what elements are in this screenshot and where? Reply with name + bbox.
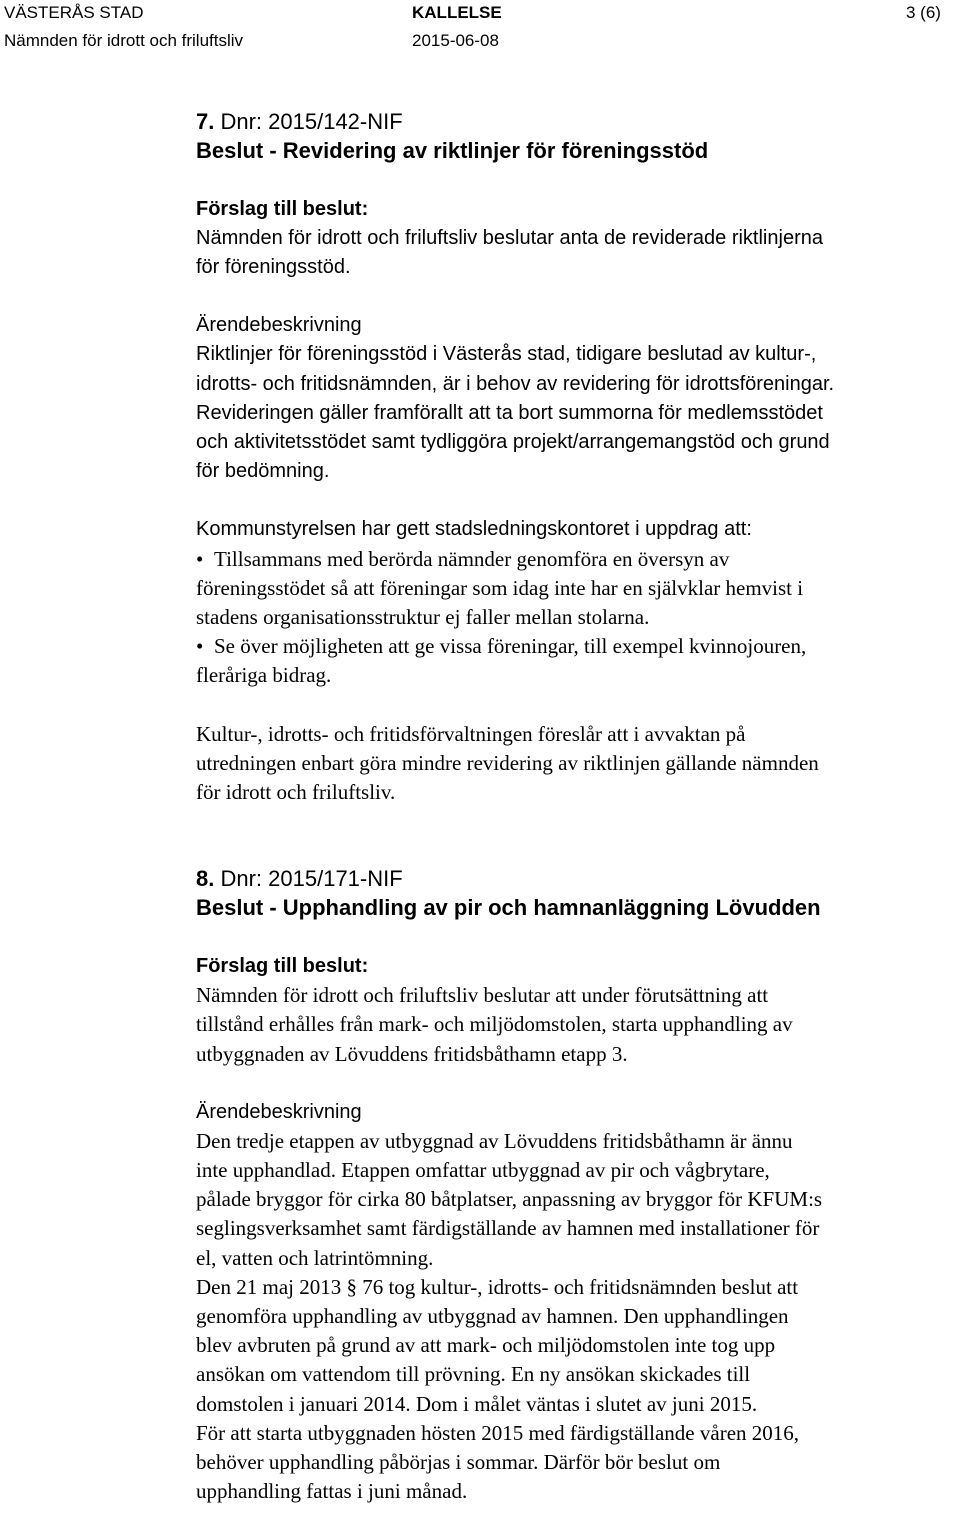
item-heading: [196, 865, 956, 893]
description-line: För att starta utbyggnaden hösten 2015 med färdigställande våren 2016,: [196, 1420, 800, 1445]
description-line: upphandling fattas i juni månad.: [196, 1479, 468, 1504]
description-line: för bedömning.: [196, 460, 330, 483]
description-line: el, vatten och latrintömning.: [196, 1245, 434, 1270]
proposal-label: Förslag till beslut:: [196, 955, 369, 978]
item-dnr: Dnr: 2015/142-NIF: [220, 109, 403, 134]
description-label: Ärendebeskrivning: [196, 1100, 362, 1123]
header-date: 2015-06-08: [412, 31, 499, 50]
bullet-item: [196, 632, 956, 661]
item-number: 8.: [196, 866, 215, 892]
item-title: Beslut - Upphandling av pir och hamnanläggning Lövudden: [196, 895, 821, 921]
bullet-item: [196, 545, 956, 574]
bullet-icon: •: [196, 546, 204, 571]
description-line: inte upphandlad. Etappen omfattar utbyggnad av pir och vågbrytare,: [196, 1158, 770, 1183]
proposal-line: utbyggnaden av Lövuddens fritidsbåthamn etapp 3.: [196, 1041, 628, 1066]
proposal-label: Förslag till beslut:: [196, 198, 369, 220]
bullet-continuation: stadens organisationsstruktur ej faller mellan stolarna.: [196, 605, 650, 630]
description-line: ansökan om vattendom till prövning. En ny ansökan skickades till: [196, 1362, 751, 1387]
closing-line: för idrott och friluftsliv.: [196, 780, 396, 805]
description-line: Den 21 maj 2013 § 76 tog kultur-, idrotts- och fritidsnämnden beslut att: [196, 1274, 799, 1299]
bullet-text: Se över möjligheten att ge vissa föreningar, till exempel kvinnojouren,: [214, 634, 807, 659]
bullet-text: Tillsammans med berörda nämnder genomföra en översyn av: [214, 546, 730, 571]
assignment-intro: Kommunstyrelsen har gett stadsledningskontoret i uppdrag att:: [196, 518, 752, 541]
bullet-continuation: föreningsstödet så att föreningar som idag inte har en självklar hemvist i: [196, 575, 804, 600]
document-body: [196, 108, 956, 1507]
description-line: Den tredje etappen av utbyggnad av Lövuddens fritidsbåthamn är ännu: [196, 1128, 793, 1153]
bullet-icon: •: [196, 634, 204, 659]
description-line: domstolen i januari 2014. Dom i målet väntas i slutet av juni 2015.: [196, 1391, 758, 1416]
closing-line: utredningen enbart göra mindre revidering av riktlinjen gällande nämnden: [196, 750, 819, 775]
description-line: Riktlinjer för föreningsstöd i Västerås stad, tidigare beslutad av kultur-,: [196, 343, 817, 366]
proposal-line: Nämnden för idrott och friluftsliv beslutar anta de reviderade riktlinjerna: [196, 227, 823, 249]
description-line: genomföra upphandling av utbyggnad av hamnen. Den upphandlingen: [196, 1304, 789, 1329]
item-number: 7.: [196, 109, 215, 134]
header-org: VÄSTERÅS STAD: [4, 3, 144, 22]
description-line: pålade bryggor för cirka 80 båtplatser, anpassning av bryggor för KFUM:s: [196, 1187, 823, 1212]
proposal-line: Nämnden för idrott och friluftsliv beslutar att under förutsättning att: [196, 983, 769, 1008]
item-title: Beslut - Revidering av riktlinjer för föreningsstöd: [196, 138, 709, 163]
agenda-item-7: [196, 108, 956, 807]
header-doc-type: KALLELSE: [412, 3, 502, 22]
item-heading: [196, 108, 956, 136]
item-dnr: Dnr: 2015/171-NIF: [220, 866, 403, 892]
header-page-number: 3 (6): [906, 3, 941, 22]
description-line: idrotts- och fritidsnämnden, är i behov av revidering för idrottsföreningar.: [196, 372, 835, 395]
closing-line: Kultur-, idrotts- och fritidsförvaltningen föreslår att i avvaktan på: [196, 721, 746, 746]
description-line: Revideringen gäller framförallt att ta bort summorna för medlemsstödet: [196, 401, 823, 424]
proposal-line: för föreningsstöd.: [196, 256, 351, 279]
description-line: seglingsverksamhet samt färdigställande av hamnen med installationer för: [196, 1216, 820, 1241]
agenda-item-8: [196, 865, 956, 1506]
header-department: Nämnden för idrott och friluftsliv: [4, 31, 244, 50]
description-line: blev avbruten på grund av att mark- och miljödomstolen inte tog upp: [196, 1333, 776, 1358]
bullet-continuation: fleråriga bidrag.: [196, 663, 332, 688]
description-line: behöver upphandling påbörjas i sommar. Därför bör beslut om: [196, 1450, 721, 1475]
description-line: och aktivitetsstödet samt tydliggöra projekt/arrangemangstöd och grund: [196, 431, 830, 454]
proposal-line: tillstånd erhålles från mark- och miljödomstolen, starta upphandling av: [196, 1012, 793, 1037]
description-label: Ärendebeskrivning: [196, 314, 362, 337]
